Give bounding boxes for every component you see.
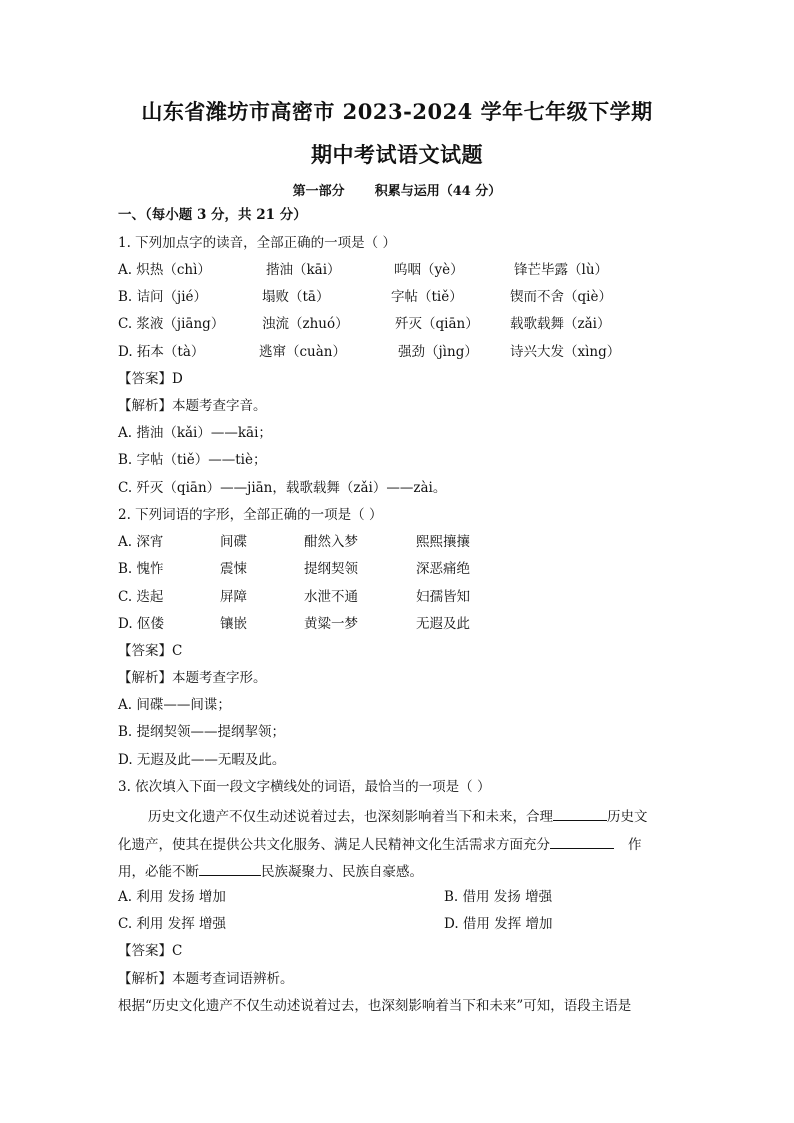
part-label: 第一部分 (292, 184, 345, 199)
analysis-line: B. 字帖（tiě）——tiè； (118, 452, 267, 468)
option-cell: A. 利用 发扬 增加 (118, 889, 226, 905)
fill-blank (199, 861, 261, 876)
fill-blank (550, 834, 614, 849)
question-stem: 3. 依次填入下面一段文字横线处的词语，最恰当的一项是（ ） (118, 779, 491, 795)
option-cell: 强劲（jìng） (398, 344, 478, 360)
option-cell: 揩油（kāi） (266, 262, 341, 278)
option-cell: 塌败（tā） (262, 289, 330, 305)
option-cell: A. 深宵 (118, 534, 164, 550)
option-cell: C. 利用 发挥 增强 (118, 916, 227, 932)
answer-line: 【答案】C (118, 943, 183, 959)
analysis-line: B. 提纲契领——提纲挈领； (118, 724, 286, 740)
analysis-line: 【解析】本题考查字音。 (118, 398, 267, 414)
passage-text: 用，必能不断 (118, 864, 199, 880)
option-cell: D. 拓本（tà） (118, 344, 205, 360)
option-cell: 黄粱一梦 (304, 616, 358, 632)
analysis-line: 【解析】本题考查字形。 (118, 670, 267, 686)
option-cell: 震悚 (220, 561, 247, 577)
analysis-line: C. 歼灭（qiān）——jiān，载歌载舞（zǎi）——zài。 (118, 480, 447, 496)
answer-line: 【答案】D (118, 371, 183, 387)
option-cell: 锲而不舍（qiè） (510, 289, 612, 305)
option-cell: 载歌载舞（zǎi） (510, 316, 611, 332)
analysis-line: A. 间碟——间谍； (118, 697, 231, 713)
option-cell: 熙熙攘攘 (416, 534, 470, 550)
option-cell: 歼灭（qiān） (395, 316, 479, 332)
part-name: 积累与运用（44 分） (374, 184, 502, 199)
passage-text: 作 (628, 837, 642, 853)
option-cell: 无遐及此 (416, 616, 470, 632)
option-cell: 浊流（zhuó） (262, 316, 349, 332)
passage-text: 民族凝聚力、民族自豪感。 (261, 864, 423, 880)
document-title-line2: 期中考试语文试题 (311, 142, 483, 167)
part-heading (0, 180, 794, 199)
option-cell: A. 炽热（chì） (118, 262, 211, 278)
option-cell: 屏障 (220, 589, 247, 605)
option-cell: 提纲契领 (304, 561, 358, 577)
option-cell: 水泄不通 (304, 589, 358, 605)
option-cell: B. 诘问（jié） (118, 289, 207, 305)
section-heading: 一、（每小题 3 分，共 21 分） (118, 207, 307, 223)
analysis-line: A. 揩油（kǎi）——kāi； (118, 425, 272, 441)
option-cell: 镶嵌 (220, 616, 247, 632)
passage-line (118, 861, 423, 881)
option-cell: 间碟 (220, 534, 247, 550)
option-cell: 字帖（tiě） (391, 289, 463, 305)
option-cell: C. 浆液（jiāng） (118, 316, 225, 332)
analysis-line: D. 无遐及此——无暇及此。 (118, 752, 286, 768)
option-cell: 酣然入梦 (304, 534, 358, 550)
option-cell: 锋芒毕露（lù） (514, 262, 609, 278)
option-cell: 诗兴大发（xìng） (510, 344, 621, 360)
option-cell: 呜咽（yè） (394, 262, 464, 278)
option-cell: B. 愧怍 (118, 561, 164, 577)
option-cell: D. 借用 发挥 增加 (444, 916, 553, 932)
document-title-line1: 山东省潍坊市高密市 2023-2024 学年七年级下学期 (141, 99, 653, 124)
option-cell: B. 借用 发扬 增强 (444, 889, 553, 905)
analysis-line: 【解析】本题考查词语辨析。 (118, 971, 294, 987)
fill-blank (553, 806, 607, 821)
option-cell: 妇孺皆知 (416, 589, 470, 605)
analysis-line: 根据“历史文化遗产不仅生动述说着过去，也深刻影响着当下和未来”可知，语段主语是 (118, 998, 632, 1014)
passage-text: 化遗产，使其在提供公共文化服务、满足人民精神文化生活需求方面充分 (118, 837, 550, 853)
passage-text: 历史文化遗产不仅生动述说着过去，也深刻影响着当下和未来，合理 (148, 809, 553, 825)
passage-text: 历史文 (607, 809, 648, 825)
option-cell: D. 伛偻 (118, 616, 164, 632)
option-cell: 深恶痛绝 (416, 561, 470, 577)
option-cell: 逃窜（cuàn） (259, 344, 346, 360)
option-cell: C. 迭起 (118, 589, 164, 605)
question-stem: 2. 下列词语的字形，全部正确的一项是（ ） (118, 507, 383, 523)
question-stem: 1. 下列加点字的读音，全部正确的一项是（ ） (118, 235, 396, 251)
passage-line (148, 806, 648, 826)
passage-line (118, 834, 642, 854)
answer-line: 【答案】C (118, 643, 183, 659)
